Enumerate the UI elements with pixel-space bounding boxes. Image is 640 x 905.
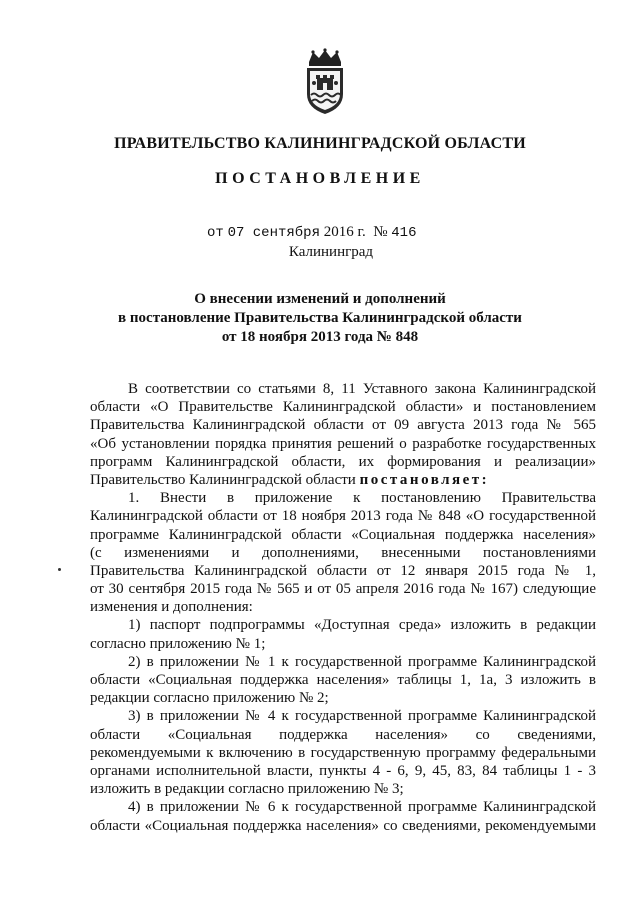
body-line: изложить в редакции согласно приложению № 3; bbox=[90, 781, 404, 798]
number-prefix: № bbox=[373, 224, 388, 240]
body-line: 3) в приложении № 4 к государственной программе Калининградской bbox=[128, 708, 596, 725]
government-title: ПРАВИТЕЛЬСТВО КАЛИНИНГРАДСКОЙ ОБЛАСТИ bbox=[114, 135, 526, 152]
body-line: области «Социальная поддержка населения» таблицы 1, 1а, 3 изложить в bbox=[90, 672, 596, 688]
body-line: области «Социальная поддержка населения» со сведениями, bbox=[90, 726, 596, 743]
city: Калининград bbox=[288, 244, 374, 260]
coat-of-arms-icon bbox=[299, 48, 351, 116]
body-line: органами исполнительной власти, пункты 4 - 6, 9, 45, 83, 84 таблицы 1 - 3 bbox=[90, 762, 596, 779]
body-line: программе Калининградской области «Социальная поддержка населения» bbox=[90, 526, 596, 543]
body-line: Правительства Калининградской области от 12 января 2015 года № 1, bbox=[90, 562, 596, 579]
subject-line: от 18 ноября 2013 года № 848 bbox=[221, 329, 419, 345]
body-line: от 30 сентября 2015 года № 565 и от 05 апреля 2016 года № 167) следующие bbox=[90, 581, 596, 598]
document-body bbox=[90, 380, 596, 835]
body-line: изменения и дополнения: bbox=[90, 599, 253, 616]
date-day-month: 07 сентября bbox=[227, 225, 320, 241]
document-number: 416 bbox=[391, 225, 417, 241]
body-line: Правительства Калининградской области от 09 августа 2013 года № 565 bbox=[90, 417, 596, 434]
body-line-lead: Правительство Калининградской области bbox=[90, 471, 356, 488]
body-line: области «О Правительстве Калининградской области» и постановлением bbox=[90, 399, 596, 416]
decree-word: постановляет: bbox=[359, 471, 490, 488]
body-line: редакции согласно приложению № 2; bbox=[90, 690, 329, 707]
body-line: 1) паспорт подпрограммы «Доступная среда» изложить в редакции bbox=[128, 617, 596, 634]
body-line: программ Калининградской области, их формирования и реализации» bbox=[90, 453, 596, 470]
body-line bbox=[90, 471, 596, 489]
document-subject bbox=[0, 290, 640, 347]
margin-mark bbox=[58, 568, 61, 571]
body-line: В соответствии со статьями 8, 11 Уставного закона Калининградской bbox=[128, 381, 596, 397]
date-prefix: от bbox=[207, 225, 224, 241]
body-line: 1. Внести в приложение к постановлению Правительства bbox=[128, 490, 596, 507]
body-line: (с изменениями и дополнениями, внесенными постановлениями bbox=[90, 544, 596, 561]
date-year: 2016 г. bbox=[323, 224, 366, 240]
body-line: области «Социальная поддержка населения» со сведениями, рекомендуемыми bbox=[90, 817, 596, 834]
body-line: 2) в приложении № 1 к государственной программе Калининградской bbox=[128, 653, 596, 670]
body-line: Калининградской области от 18 ноября 2013 года № 848 «О государственной bbox=[90, 508, 596, 525]
date-line bbox=[207, 224, 416, 241]
body-line: 4) в приложении № 6 к государственной программе Калининградской bbox=[128, 799, 596, 816]
subject-line: в постановление Правительства Калининградской области bbox=[118, 310, 522, 326]
subject-line: О внесении изменений и дополнений bbox=[194, 291, 446, 307]
body-line: согласно приложению № 1; bbox=[90, 635, 266, 652]
body-line: рекомендуемыми к включению в государственную программу федеральными bbox=[90, 744, 596, 761]
body-line: «Об установлении порядка принятия решений о разработке государственных bbox=[90, 435, 596, 452]
document-type: ПОСТАНОВЛЕНИЕ bbox=[215, 170, 425, 187]
